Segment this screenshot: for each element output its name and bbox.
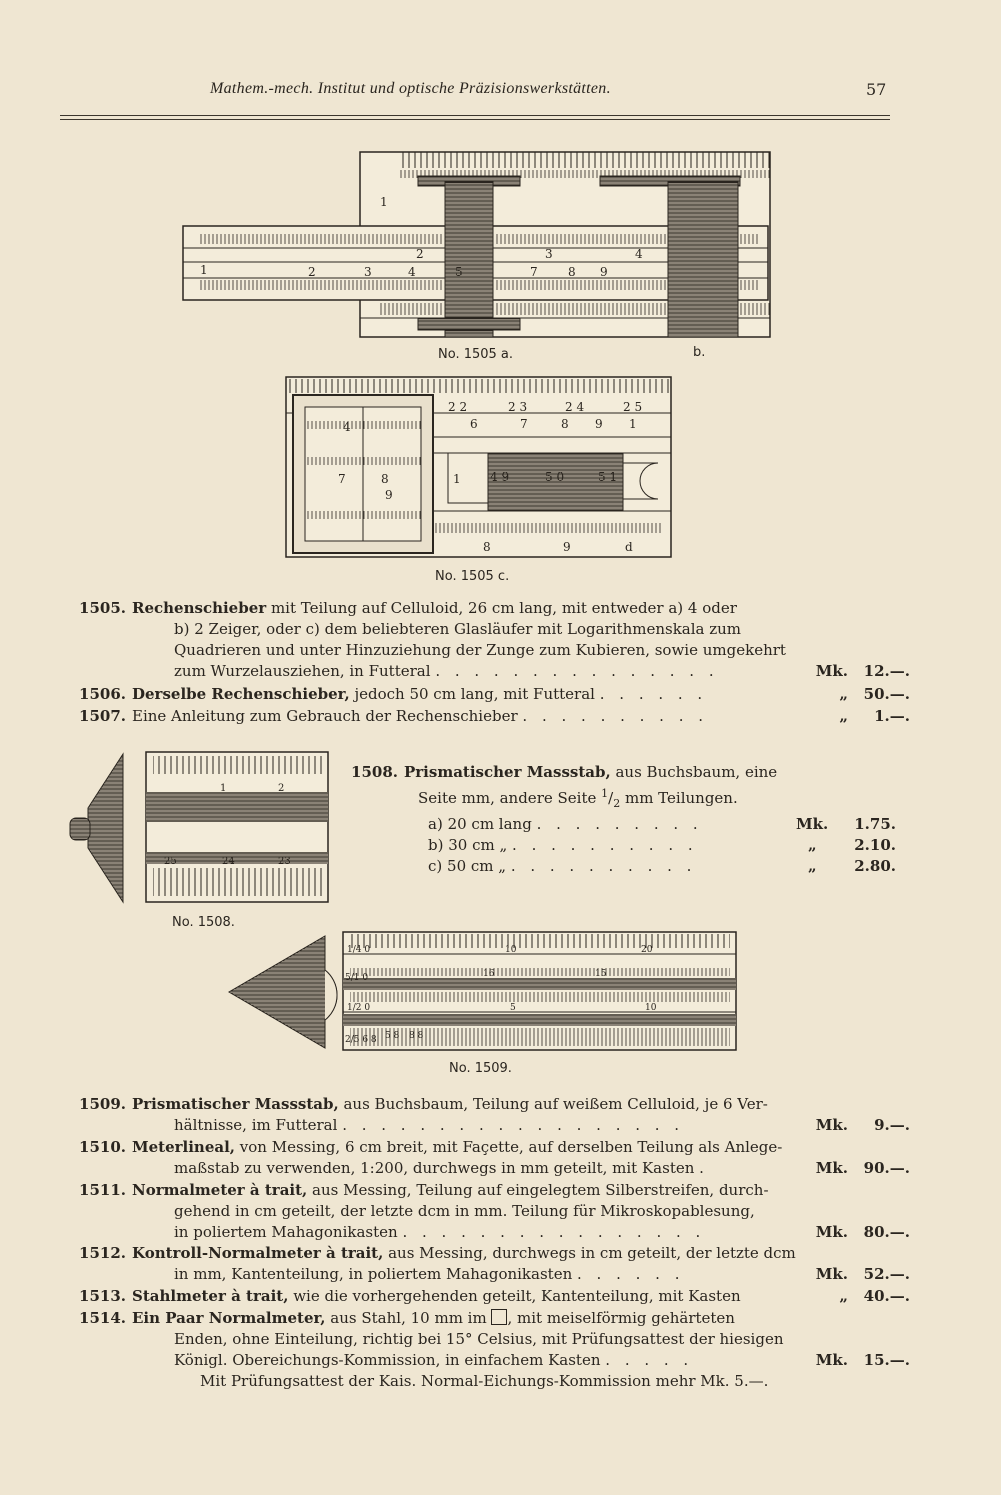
entry-text: von Messing, 6 cm breit, mit Façette, auf derselben Teilung als Anlege-: [235, 1138, 783, 1156]
entry-number: 1506.: [79, 685, 126, 703]
scale-label: 8: [568, 265, 576, 279]
entry-text: b) 2 Zeiger, oder c) dem beliebteren Glasläufer mit Logarithmenskala zum: [174, 620, 742, 638]
entry-1505: 1505. Rechenschieber mit Teilung auf Celluloid, 26 cm lang, mit entweder a) 4 oder b) 2 Zeiger, oder c) dem beliebteren Glasläufer mit Logarithmenskala zum Quadrieren und unter Hinzuziehung der Zunge zum Kubieren, sowie umgekehrt zum Wurzelausziehen, in Futteral . . . . . . . . . . . . . . . Mk. 12.—.: [60, 598, 900, 688]
scale-label: 9: [385, 488, 393, 502]
price: 90.—.: [863, 1159, 910, 1177]
price: 9.—.: [874, 1116, 910, 1134]
scale-label: 2 4: [565, 400, 585, 414]
entry-number: 1511.: [79, 1181, 126, 1199]
scale-label: 8: [561, 417, 569, 431]
entry-text: in poliertem Mahagonikasten: [174, 1223, 398, 1241]
scale-label: 5 8: [385, 1031, 400, 1041]
entry-1508: 1508. Prismatischer Massstab, aus Buchsbaum, eine Seite mm, andere Seite $^1/_2$ mm Teilungen. a) 20 cm lang . . . . . . . . . Mk. 1.75. b) 30 cm „ . . . . . . . . . . „ 2.10. c) 50 cm „ . . . . . . . . . . „ 2.80.: [338, 762, 898, 882]
scale-label: 10: [505, 945, 517, 955]
scale-label: 16: [483, 969, 495, 979]
scale-label: 15: [595, 969, 607, 979]
scale-label: 7: [338, 472, 346, 486]
price: 2.80.: [854, 857, 896, 875]
scale-label: 8 8: [409, 1031, 424, 1041]
scale-label: d: [625, 540, 633, 554]
scale-label: 4: [343, 420, 351, 434]
entry-text: Seite mm, andere Seite: [418, 789, 602, 807]
scale-label: 24: [222, 856, 235, 867]
scale-label: 8: [381, 472, 389, 486]
price-unit: Mk.: [796, 815, 829, 833]
price-unit: Mk.: [815, 1159, 848, 1177]
scale-label: 1: [453, 472, 461, 486]
entry-text: aus Buchsbaum, eine: [610, 763, 778, 781]
slide-rule-1505c-illustration: [283, 373, 678, 565]
entry-1510: [60, 1137, 910, 1181]
entry-number: 1513.: [79, 1287, 126, 1305]
slide-rule-1505-ab-illustration: [180, 148, 780, 343]
entry-name: Derselbe Rechenschieber,: [132, 685, 350, 703]
entry-text: hältnisse, im Futteral: [174, 1116, 338, 1134]
entry-1507: 1507. Eine Anleitung zum Gebrauch der Rechenschieber . . . . . . . . . . „ 1.—.: [60, 706, 900, 728]
scale-label: 1: [629, 417, 637, 431]
entry-text: maßstab zu verwenden, 1:200, durchwegs in mm geteilt, mit Kasten .: [174, 1159, 704, 1177]
price: 1.—.: [874, 707, 910, 725]
price-unit: Mk.: [815, 1265, 848, 1283]
scale-label: 1: [220, 783, 227, 794]
price: 80.—.: [863, 1223, 910, 1241]
scale-label: 7: [520, 417, 528, 431]
scale-label: 9: [595, 417, 603, 431]
entry-text: zum Wurzelausziehen, in Futteral: [174, 662, 431, 680]
entry-number: 1505.: [79, 599, 126, 617]
scale-label: 1/4 0: [347, 945, 371, 955]
figure-caption-1505a: No. 1505 a.: [438, 347, 514, 362]
scale-label: 5: [455, 265, 463, 279]
scale-label: 10: [645, 1003, 657, 1013]
entry-number: 1510.: [79, 1138, 126, 1156]
entry-1511: 1511. Normalmeter à trait, aus Messing, Teilung auf eingelegtem Silberstreifen, durch- gehend in cm geteilt, der letzte dcm in mm. Teilung für Mikroskopablesung, in poliertem Mahagonikasten . . . . . . . . . . . . . . . . Mk. 80.—.: [60, 1180, 900, 1244]
entry-name: Kontroll-Normalmeter à trait,: [132, 1244, 384, 1262]
entry-text: wie die vorhergehenden geteilt, Kantenteilung, mit Kasten: [288, 1287, 741, 1305]
entry-name: Ein Paar Normalmeter,: [132, 1309, 326, 1327]
scale-label: 3: [545, 247, 553, 261]
entry-text: Königl. Obereichungs-Kommission, in einfachem Kasten: [174, 1351, 601, 1369]
price-unit: Mk.: [815, 662, 848, 680]
entry-1512: 1512. Kontroll-Normalmeter à trait, aus Messing, durchwegs in cm geteilt, der letzte dcm in mm, Kantenteilung, in poliertem Mahagonikasten . . . . . . Mk. 52.—.: [60, 1243, 900, 1287]
scale-label: 4: [408, 265, 416, 279]
scale-label: 1: [380, 195, 388, 209]
header-rule: [60, 115, 890, 116]
scale-label: 9: [563, 540, 571, 554]
scale-label: 2: [416, 247, 424, 261]
scale-label: 5 1: [598, 470, 618, 484]
entry-name: Meterlineal,: [132, 1138, 236, 1156]
scale-label: 1/2 0: [347, 1003, 371, 1013]
price: 40.—.: [863, 1287, 910, 1305]
entry-text: gehend in cm geteilt, der letzte dcm in mm. Teilung für Mikroskopablesung,: [174, 1202, 755, 1220]
scale-label: 5 0: [545, 470, 565, 484]
price-unit: „: [808, 857, 817, 875]
square-symbol-icon: [491, 1309, 507, 1325]
entry-text: in mm, Kantenteilung, in poliertem Mahagonikasten: [174, 1265, 573, 1283]
scale-label: 25: [164, 856, 177, 867]
option-b: b) 30 cm „: [428, 836, 508, 854]
entry-text: aus Messing, durchwegs in cm geteilt, der letzte dcm: [383, 1244, 796, 1262]
scale-label: 5: [510, 1003, 516, 1013]
scale-label: 5/1 0: [345, 973, 369, 983]
scale-label: 7: [530, 265, 538, 279]
figure-caption-1508: No. 1508.: [172, 915, 235, 930]
scale-label: 1: [200, 263, 208, 277]
entry-text: aus Messing, Teilung auf eingelegtem Silberstreifen, durch-: [307, 1181, 769, 1199]
price-unit: „: [839, 685, 848, 703]
entry-text: Eine Anleitung zum Gebrauch der Rechenschieber: [132, 707, 518, 725]
scale-label: 4: [635, 247, 643, 261]
entry-1509: 1509. Prismatischer Massstab, aus Buchsbaum, Teilung auf weißem Celluloid, je 6 Ver- hältnisse, im Futteral . . . . . . . . . . . . . . . . . . Mk. 9.—.: [60, 1094, 900, 1138]
entry-text: aus Stahl, 10 mm im: [325, 1309, 492, 1327]
scale-label: 6: [470, 417, 478, 431]
entry-text: Mit Prüfungsattest der Kais. Normal-Eichungs-Kommission mehr Mk. 5.—.: [200, 1372, 769, 1390]
fraction-numerator: 1: [601, 787, 609, 800]
entry-number: 1509.: [79, 1095, 126, 1113]
figure-caption-1509: No. 1509.: [449, 1061, 512, 1076]
price-unit: „: [839, 707, 848, 725]
entry-text: aus Buchsbaum, Teilung auf weißem Celluloid, je 6 Ver-: [338, 1095, 768, 1113]
figure-caption-1505b: b.: [693, 345, 706, 360]
scale-label: 2: [308, 265, 316, 279]
entry-number: 1514.: [79, 1309, 126, 1327]
entry-text: mm Teilungen.: [620, 789, 738, 807]
scale-label: 2 3: [508, 400, 528, 414]
entry-1513: [60, 1286, 910, 1308]
price: 15.—.: [863, 1351, 910, 1369]
entry-name: Prismatischer Massstab,: [404, 763, 611, 781]
fraction-denominator: 2: [613, 797, 621, 810]
prismatic-scale-1508-illustration: [68, 748, 333, 908]
scale-label: 23: [278, 856, 291, 867]
entry-name: Prismatischer Massstab,: [132, 1095, 339, 1113]
option-a: a) 20 cm lang: [428, 815, 532, 833]
entry-1514: 1514. Ein Paar Normalmeter, aus Stahl, 10 mm im , mit meiselförmig gehärteten Enden, ohne Einteilung, richtig bei 15° Celsius, mit Prüfungsattest der hiesigen Königl. Obereichungs-Kommission, in einfachem Kasten . . . . . Mk. 15.—. Mit Prüfungsattest der Kais. Normal-Eichungs-Kommission mehr Mk. 5.—.: [60, 1308, 900, 1394]
scale-label: 2/5 6 8: [345, 1035, 377, 1045]
option-c: c) 50 cm „: [428, 857, 507, 875]
scale-label: 2 5: [623, 400, 643, 414]
entry-number: 1507.: [79, 707, 126, 725]
scale-label: 2: [278, 783, 285, 794]
scale-label: 2 2: [448, 400, 468, 414]
entry-text: jedoch 50 cm lang, mit Futteral: [349, 685, 595, 703]
entry-name: Normalmeter à trait,: [132, 1181, 308, 1199]
scale-label: 20: [641, 945, 653, 955]
entry-name: Rechenschieber: [132, 599, 267, 617]
entry-number: 1508.: [351, 763, 398, 781]
price-unit: „: [839, 1287, 848, 1305]
entry-number: 1512.: [79, 1244, 126, 1262]
entry-text: mit Teilung auf Celluloid, 26 cm lang, mit entweder a) 4 oder: [266, 599, 737, 617]
entry-1506: 1506. Derselbe Rechenschieber, jedoch 50 cm lang, mit Futteral . . . . . . „ 50.—.: [60, 684, 900, 706]
entry-text: Quadrieren und unter Hinzuziehung der Zunge zum Kubieren, sowie umgekehrt: [174, 641, 786, 659]
entry-text: Enden, ohne Einteilung, richtig bei 15° Celsius, mit Prüfungsattest der hiesigen: [174, 1330, 784, 1348]
price: 12.—.: [863, 662, 910, 680]
prismatic-scale-1509-illustration: [225, 930, 740, 1055]
price-unit: Mk.: [815, 1223, 848, 1241]
scale-label: 8: [483, 540, 491, 554]
price-unit: „: [808, 836, 817, 854]
price: 1.75.: [854, 815, 896, 833]
scale-label: 3: [364, 265, 372, 279]
price-unit: Mk.: [815, 1116, 848, 1134]
price: 50.—.: [863, 685, 910, 703]
price: 2.10.: [854, 836, 896, 854]
header-rule-thin: [60, 119, 890, 120]
entry-name: Stahlmeter à trait,: [132, 1287, 289, 1305]
entry-text: , mit meiselförmig gehärteten: [507, 1309, 735, 1327]
price: 52.—.: [863, 1265, 910, 1283]
page-number: 57: [866, 80, 887, 99]
scale-label: 9: [600, 265, 608, 279]
scale-label: 4 9: [490, 470, 510, 484]
price-unit: Mk.: [815, 1351, 848, 1369]
figure-caption-1505c: No. 1505 c.: [435, 569, 510, 584]
running-header: Mathem.-mech. Institut und optische Präzisionswerkstätten.: [210, 80, 611, 97]
